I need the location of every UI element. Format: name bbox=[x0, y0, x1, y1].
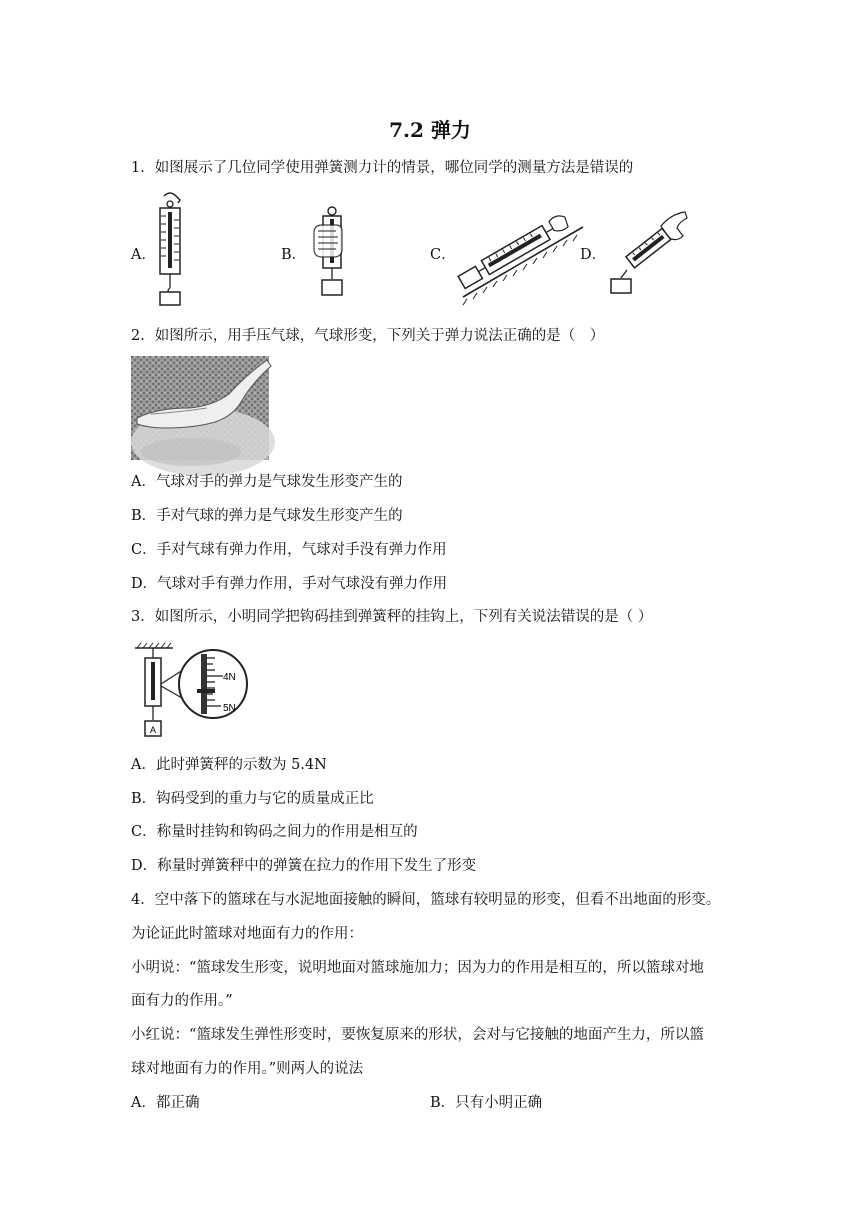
q2-option-b: B．手对气球的弹力是气球发生形变产生的 bbox=[131, 508, 403, 524]
question-4-line-6: 球对地面有力的作用。”则两人的说法 bbox=[131, 1061, 364, 1077]
question-4-line-4: 面有力的作用。” bbox=[131, 993, 233, 1009]
q2-option-c: C．手对气球有弹力作用，气球对手没有弹力作用 bbox=[131, 542, 447, 558]
q3-option-b: B．钩码受到的重力与它的质量成正比 bbox=[131, 791, 374, 807]
q1-figure-c-spring-scale-incline bbox=[457, 207, 597, 299]
question-4-line-2: 为论证此时篮球对地面有力的作用： bbox=[131, 926, 363, 942]
question-3-stem: 3．如图所示，小明同学把钩码挂到弹簧秤的挂钩上，下列有关说法错误的是（ ） bbox=[131, 609, 653, 625]
q1-option-c-label: C． bbox=[430, 247, 456, 263]
question-1-stem: 1．如图展示了几位同学使用弹簧测力计的情景，哪位同学的测量方法是错误的 bbox=[131, 160, 634, 176]
q2-option-d: D．气球对手有弹力作用，手对气球没有弹力作用 bbox=[131, 576, 448, 592]
q2-option-a: A．气球对手的弹力是气球发生形变产生的 bbox=[131, 474, 403, 490]
q2-photo-hand-pressing-balloon bbox=[131, 356, 269, 460]
q1-option-a-label: A． bbox=[131, 247, 156, 263]
q1-option-d-label: D． bbox=[580, 247, 607, 263]
q1-option-b-label: B． bbox=[281, 247, 307, 263]
q3-option-d: D．称量时弹簧秤中的弹簧在拉力的作用下发生了形变 bbox=[131, 858, 477, 874]
q1-figure-b-spring-scale bbox=[310, 205, 360, 299]
question-4-line-3: 小明说：“篮球发生形变，说明地面对篮球施加力；因为力的作用是相互的，所以篮球对地 bbox=[131, 960, 704, 976]
q3-figure-spring-scale-magnified bbox=[131, 642, 251, 740]
q3-scale-label-lower: 5N bbox=[223, 703, 236, 714]
q1-figure-d-spring-scale-tilted bbox=[605, 208, 690, 298]
question-4-line-1: 4．空中落下的篮球在与水泥地面接触的瞬间，篮球有较明显的形变，但看不出地面的形变。 bbox=[131, 892, 721, 908]
q4-option-b: B．只有小明正确 bbox=[430, 1095, 543, 1111]
q3-option-a: A．此时弹簧秤的示数为 5.4N bbox=[131, 757, 327, 773]
q3-weight-label: A bbox=[149, 725, 157, 735]
q3-scale-label-upper: 4N bbox=[223, 672, 236, 683]
q3-option-c: C．称量时挂钩和钩码之间力的作用是相互的 bbox=[131, 824, 418, 840]
q4-option-a: A．都正确 bbox=[131, 1095, 200, 1111]
question-4-line-5: 小红说：“篮球发生弹性形变时，要恢复原来的形状，会对与它接触的地面产生力，所以篮 bbox=[131, 1027, 704, 1043]
page-title: 7.2 弹力 bbox=[389, 118, 471, 142]
question-2-stem: 2．如图所示，用手压气球，气球形变，下列关于弹力说法正确的是（ ） bbox=[131, 328, 605, 344]
q1-figure-a-spring-scale bbox=[150, 192, 200, 308]
